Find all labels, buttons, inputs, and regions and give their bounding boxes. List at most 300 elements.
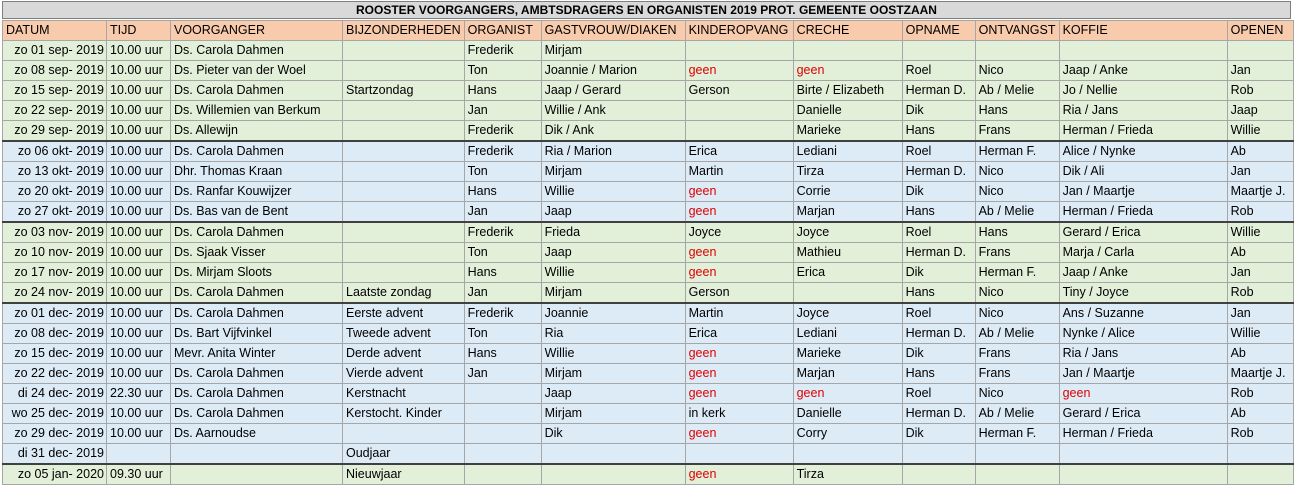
cell-tijd: 10.00 uur xyxy=(107,263,171,283)
cell-koffie: Alice / Nynke xyxy=(1059,141,1227,162)
cell-koffie: Gerard / Erica xyxy=(1059,404,1227,424)
header-gastvrouw-diaken: GASTVROUW/DIAKEN xyxy=(541,21,685,41)
cell-ontvangst: Nico xyxy=(975,384,1059,404)
cell-creche: Erica xyxy=(793,263,902,283)
cell-ontvangst: Ab / Melie xyxy=(975,202,1059,223)
cell-openen xyxy=(1227,444,1293,465)
roster-table xyxy=(2,20,1294,485)
cell-openen: Ab xyxy=(1227,344,1293,364)
cell-gastvrouw-diaken: Mirjam xyxy=(541,283,685,304)
cell-datum: zo 29 dec- 2019 xyxy=(3,424,107,444)
cell-openen: Maartje J. xyxy=(1227,364,1293,384)
cell-ontvangst: Ab / Melie xyxy=(975,81,1059,101)
cell-bijzonderheden: Startzondag xyxy=(343,81,465,101)
cell-bijzonderheden: Tweede advent xyxy=(343,324,465,344)
cell-openen: Rob xyxy=(1227,384,1293,404)
cell-opname: Dik xyxy=(902,263,975,283)
cell-koffie: Ria / Jans xyxy=(1059,344,1227,364)
cell-voorganger: Ds. Carola Dahmen xyxy=(171,404,343,424)
cell-koffie: Marja / Carla xyxy=(1059,243,1227,263)
cell-voorganger: Ds. Pieter van der Woel xyxy=(171,61,343,81)
cell-gastvrouw-diaken: Ria xyxy=(541,324,685,344)
cell-opname: Roel xyxy=(902,384,975,404)
cell-voorganger: Ds. Carola Dahmen xyxy=(171,222,343,243)
cell-koffie: Dik / Ali xyxy=(1059,162,1227,182)
cell-kinderopvang: geen xyxy=(685,344,793,364)
cell-gastvrouw-diaken: Dik / Ank xyxy=(541,121,685,142)
cell-datum: di 24 dec- 2019 xyxy=(3,384,107,404)
cell-creche xyxy=(793,41,902,61)
cell-kinderopvang: Gerson xyxy=(685,283,793,304)
cell-bijzonderheden xyxy=(343,101,465,121)
cell-koffie: Ans / Suzanne xyxy=(1059,303,1227,324)
cell-tijd: 10.00 uur xyxy=(107,324,171,344)
cell-organist: Jan xyxy=(464,101,541,121)
cell-tijd: 10.00 uur xyxy=(107,364,171,384)
header-bijzonderheden: BIJZONDERHEDEN xyxy=(343,21,465,41)
cell-organist: Hans xyxy=(464,81,541,101)
cell-voorganger: Ds. Bas van de Bent xyxy=(171,202,343,223)
cell-openen: Ab xyxy=(1227,404,1293,424)
sheet-title: ROOSTER VOORGANGERS, AMBTSDRAGERS EN ORGANISTEN 2019 PROT. GEMEENTE OOSTZAAN xyxy=(2,1,1291,19)
cell-creche xyxy=(793,444,902,465)
cell-creche: Corry xyxy=(793,424,902,444)
cell-koffie: geen xyxy=(1059,384,1227,404)
cell-creche: Marieke xyxy=(793,121,902,142)
cell-koffie: Herman / Frieda xyxy=(1059,121,1227,142)
cell-organist xyxy=(464,384,541,404)
cell-tijd: 10.00 uur xyxy=(107,41,171,61)
cell-gastvrouw-diaken: Mirjam xyxy=(541,364,685,384)
cell-voorganger xyxy=(171,444,343,465)
cell-gastvrouw-diaken: Willie xyxy=(541,344,685,364)
cell-opname: Roel xyxy=(902,141,975,162)
cell-opname: Hans xyxy=(902,121,975,142)
table-row xyxy=(3,202,1294,223)
cell-bijzonderheden xyxy=(343,162,465,182)
cell-organist: Ton xyxy=(464,324,541,344)
cell-koffie: Herman / Frieda xyxy=(1059,202,1227,223)
cell-openen: Jaap xyxy=(1227,101,1293,121)
cell-datum: zo 15 sep- 2019 xyxy=(3,81,107,101)
cell-voorganger: Ds. Sjaak Visser xyxy=(171,243,343,263)
cell-opname: Roel xyxy=(902,61,975,81)
cell-opname: Hans xyxy=(902,283,975,304)
cell-koffie: Herman / Frieda xyxy=(1059,424,1227,444)
cell-datum: zo 27 okt- 2019 xyxy=(3,202,107,223)
cell-organist: Frederik xyxy=(464,303,541,324)
cell-organist: Jan xyxy=(464,202,541,223)
cell-voorganger: Ds. Willemien van Berkum xyxy=(171,101,343,121)
cell-bijzonderheden: Eerste advent xyxy=(343,303,465,324)
cell-voorganger: Ds. Bart Vijfvinkel xyxy=(171,324,343,344)
cell-gastvrouw-diaken: Frieda xyxy=(541,222,685,243)
cell-ontvangst: Frans xyxy=(975,364,1059,384)
table-row xyxy=(3,404,1294,424)
cell-opname: Herman D. xyxy=(902,162,975,182)
cell-organist: Hans xyxy=(464,182,541,202)
cell-voorganger: Ds. Carola Dahmen xyxy=(171,384,343,404)
cell-datum: di 31 dec- 2019 xyxy=(3,444,107,465)
cell-voorganger: Ds. Aarnoudse xyxy=(171,424,343,444)
cell-datum: zo 08 sep- 2019 xyxy=(3,61,107,81)
cell-kinderopvang: Erica xyxy=(685,324,793,344)
cell-ontvangst xyxy=(975,464,1059,485)
cell-tijd: 10.00 uur xyxy=(107,303,171,324)
cell-openen: Willie xyxy=(1227,324,1293,344)
cell-datum: zo 05 jan- 2020 xyxy=(3,464,107,485)
cell-datum: zo 29 sep- 2019 xyxy=(3,121,107,142)
cell-datum: zo 10 nov- 2019 xyxy=(3,243,107,263)
cell-datum: zo 24 nov- 2019 xyxy=(3,283,107,304)
cell-ontvangst: Frans xyxy=(975,243,1059,263)
cell-openen: Rob xyxy=(1227,283,1293,304)
cell-tijd: 10.00 uur xyxy=(107,162,171,182)
cell-datum: zo 15 dec- 2019 xyxy=(3,344,107,364)
cell-gastvrouw-diaken: Joannie / Marion xyxy=(541,61,685,81)
cell-datum: zo 01 dec- 2019 xyxy=(3,303,107,324)
cell-gastvrouw-diaken: Jaap xyxy=(541,202,685,223)
cell-kinderopvang: in kerk xyxy=(685,404,793,424)
cell-bijzonderheden: Vierde advent xyxy=(343,364,465,384)
header-voorganger: VOORGANGER xyxy=(171,21,343,41)
cell-ontvangst: Frans xyxy=(975,344,1059,364)
cell-datum: zo 13 okt- 2019 xyxy=(3,162,107,182)
cell-bijzonderheden xyxy=(343,202,465,223)
cell-creche: geen xyxy=(793,61,902,81)
cell-bijzonderheden: Derde advent xyxy=(343,344,465,364)
cell-bijzonderheden xyxy=(343,243,465,263)
cell-organist: Ton xyxy=(464,162,541,182)
cell-gastvrouw-diaken: Dik xyxy=(541,424,685,444)
cell-opname: Dik xyxy=(902,344,975,364)
cell-opname: Herman D. xyxy=(902,243,975,263)
cell-kinderopvang: geen xyxy=(685,243,793,263)
table-row xyxy=(3,81,1294,101)
cell-kinderopvang xyxy=(685,121,793,142)
cell-creche: Joyce xyxy=(793,303,902,324)
cell-creche: Lediani xyxy=(793,324,902,344)
cell-kinderopvang xyxy=(685,444,793,465)
table-row xyxy=(3,121,1294,142)
cell-creche: Joyce xyxy=(793,222,902,243)
table-row xyxy=(3,364,1294,384)
cell-voorganger: Ds. Mirjam Sloots xyxy=(171,263,343,283)
cell-ontvangst: Hans xyxy=(975,101,1059,121)
cell-organist xyxy=(464,464,541,485)
table-row xyxy=(3,101,1294,121)
cell-opname: Herman D. xyxy=(902,81,975,101)
table-row xyxy=(3,263,1294,283)
cell-gastvrouw-diaken: Ria / Marion xyxy=(541,141,685,162)
cell-gastvrouw-diaken: Willie xyxy=(541,182,685,202)
cell-kinderopvang: geen xyxy=(685,61,793,81)
cell-openen: Rob xyxy=(1227,424,1293,444)
cell-voorganger: Ds. Carola Dahmen xyxy=(171,364,343,384)
cell-koffie xyxy=(1059,464,1227,485)
cell-koffie: Gerard / Erica xyxy=(1059,222,1227,243)
cell-opname: Herman D. xyxy=(902,324,975,344)
cell-kinderopvang: geen xyxy=(685,182,793,202)
cell-opname: Roel xyxy=(902,303,975,324)
cell-tijd: 10.00 uur xyxy=(107,404,171,424)
cell-kinderopvang: geen xyxy=(685,364,793,384)
cell-openen: Rob xyxy=(1227,202,1293,223)
cell-ontvangst: Nico xyxy=(975,61,1059,81)
cell-datum: zo 03 nov- 2019 xyxy=(3,222,107,243)
cell-gastvrouw-diaken: Mirjam xyxy=(541,404,685,424)
cell-organist: Frederik xyxy=(464,141,541,162)
cell-openen: Jan xyxy=(1227,61,1293,81)
cell-tijd: 10.00 uur xyxy=(107,101,171,121)
header-organist: ORGANIST xyxy=(464,21,541,41)
cell-creche: Corrie xyxy=(793,182,902,202)
cell-bijzonderheden xyxy=(343,182,465,202)
cell-opname: Hans xyxy=(902,202,975,223)
cell-voorganger: Ds. Carola Dahmen xyxy=(171,141,343,162)
table-row xyxy=(3,182,1294,202)
cell-opname: Hans xyxy=(902,364,975,384)
cell-tijd: 10.00 uur xyxy=(107,243,171,263)
cell-opname xyxy=(902,464,975,485)
cell-datum: zo 01 sep- 2019 xyxy=(3,41,107,61)
cell-organist: Hans xyxy=(464,344,541,364)
cell-kinderopvang: geen xyxy=(685,202,793,223)
cell-ontvangst: Nico xyxy=(975,283,1059,304)
cell-bijzonderheden xyxy=(343,263,465,283)
cell-datum: zo 06 okt- 2019 xyxy=(3,141,107,162)
cell-openen: Jan xyxy=(1227,263,1293,283)
cell-voorganger: Ds. Carola Dahmen xyxy=(171,41,343,61)
cell-kinderopvang: geen xyxy=(685,384,793,404)
cell-organist: Hans xyxy=(464,263,541,283)
cell-ontvangst: Herman F. xyxy=(975,141,1059,162)
cell-kinderopvang: Martin xyxy=(685,303,793,324)
cell-gastvrouw-diaken xyxy=(541,464,685,485)
table-row xyxy=(3,243,1294,263)
cell-opname: Roel xyxy=(902,222,975,243)
table-row xyxy=(3,464,1294,485)
cell-datum: zo 20 okt- 2019 xyxy=(3,182,107,202)
cell-kinderopvang: Gerson xyxy=(685,81,793,101)
header-openen: OPENEN xyxy=(1227,21,1293,41)
cell-ontvangst: Herman F. xyxy=(975,263,1059,283)
cell-datum: wo 25 dec- 2019 xyxy=(3,404,107,424)
cell-creche: Danielle xyxy=(793,404,902,424)
cell-creche: Marieke xyxy=(793,344,902,364)
cell-bijzonderheden xyxy=(343,141,465,162)
cell-gastvrouw-diaken: Willie / Ank xyxy=(541,101,685,121)
cell-organist: Frederik xyxy=(464,121,541,142)
cell-bijzonderheden xyxy=(343,424,465,444)
cell-koffie: Jaap / Anke xyxy=(1059,263,1227,283)
cell-bijzonderheden: Oudjaar xyxy=(343,444,465,465)
cell-opname xyxy=(902,444,975,465)
cell-tijd: 10.00 uur xyxy=(107,141,171,162)
cell-bijzonderheden xyxy=(343,41,465,61)
cell-voorganger: Mevr. Anita Winter xyxy=(171,344,343,364)
cell-ontvangst: Herman F. xyxy=(975,424,1059,444)
cell-tijd: 10.00 uur xyxy=(107,283,171,304)
cell-bijzonderheden: Nieuwjaar xyxy=(343,464,465,485)
cell-bijzonderheden: Kerstnacht xyxy=(343,384,465,404)
header-opname: OPNAME xyxy=(902,21,975,41)
cell-organist: Frederik xyxy=(464,222,541,243)
table-row xyxy=(3,444,1294,465)
table-row xyxy=(3,384,1294,404)
cell-voorganger: Ds. Allewijn xyxy=(171,121,343,142)
cell-gastvrouw-diaken: Mirjam xyxy=(541,162,685,182)
cell-datum: zo 08 dec- 2019 xyxy=(3,324,107,344)
cell-datum: zo 17 nov- 2019 xyxy=(3,263,107,283)
cell-creche: Marjan xyxy=(793,364,902,384)
cell-gastvrouw-diaken: Willie xyxy=(541,263,685,283)
cell-organist xyxy=(464,444,541,465)
cell-organist: Jan xyxy=(464,283,541,304)
cell-ontvangst xyxy=(975,41,1059,61)
table-row xyxy=(3,283,1294,304)
cell-ontvangst: Ab / Melie xyxy=(975,404,1059,424)
table-row xyxy=(3,324,1294,344)
cell-tijd: 10.00 uur xyxy=(107,121,171,142)
cell-openen: Ab xyxy=(1227,243,1293,263)
cell-openen: Jan xyxy=(1227,162,1293,182)
cell-koffie: Jan / Maartje xyxy=(1059,182,1227,202)
cell-koffie: Ria / Jans xyxy=(1059,101,1227,121)
cell-creche: Lediani xyxy=(793,141,902,162)
cell-organist: Ton xyxy=(464,61,541,81)
cell-koffie: Tiny / Joyce xyxy=(1059,283,1227,304)
cell-ontvangst: Nico xyxy=(975,303,1059,324)
cell-gastvrouw-diaken: Mirjam xyxy=(541,41,685,61)
cell-creche: Birte / Elizabeth xyxy=(793,81,902,101)
cell-ontvangst: Nico xyxy=(975,182,1059,202)
cell-kinderopvang: Joyce xyxy=(685,222,793,243)
cell-tijd: 10.00 uur xyxy=(107,81,171,101)
cell-voorganger: Ds. Ranfar Kouwijzer xyxy=(171,182,343,202)
cell-voorganger: Ds. Carola Dahmen xyxy=(171,81,343,101)
cell-organist xyxy=(464,424,541,444)
table-row xyxy=(3,303,1294,324)
cell-tijd: 10.00 uur xyxy=(107,424,171,444)
header-tijd: TIJD xyxy=(107,21,171,41)
cell-datum: zo 22 sep- 2019 xyxy=(3,101,107,121)
cell-creche: Danielle xyxy=(793,101,902,121)
cell-ontvangst: Ab / Melie xyxy=(975,324,1059,344)
cell-creche: Mathieu xyxy=(793,243,902,263)
cell-openen xyxy=(1227,464,1293,485)
cell-bijzonderheden xyxy=(343,121,465,142)
cell-bijzonderheden xyxy=(343,222,465,243)
cell-koffie xyxy=(1059,444,1227,465)
cell-kinderopvang xyxy=(685,41,793,61)
cell-openen xyxy=(1227,41,1293,61)
cell-opname: Herman D. xyxy=(902,404,975,424)
cell-opname: Dik xyxy=(902,424,975,444)
table-row xyxy=(3,61,1294,81)
cell-kinderopvang: geen xyxy=(685,464,793,485)
cell-ontvangst: Hans xyxy=(975,222,1059,243)
cell-tijd: 10.00 uur xyxy=(107,61,171,81)
cell-creche: Tirza xyxy=(793,162,902,182)
cell-openen: Willie xyxy=(1227,222,1293,243)
cell-koffie: Jan / Maartje xyxy=(1059,364,1227,384)
cell-openen: Willie xyxy=(1227,121,1293,142)
cell-opname: Dik xyxy=(902,182,975,202)
header-datum: DATUM xyxy=(3,21,107,41)
cell-openen: Rob xyxy=(1227,81,1293,101)
cell-organist xyxy=(464,404,541,424)
cell-creche: geen xyxy=(793,384,902,404)
cell-tijd xyxy=(107,444,171,465)
cell-kinderopvang: Martin xyxy=(685,162,793,182)
table-row xyxy=(3,41,1294,61)
cell-koffie: Jo / Nellie xyxy=(1059,81,1227,101)
cell-tijd: 22.30 uur xyxy=(107,384,171,404)
table-row xyxy=(3,162,1294,182)
table-row xyxy=(3,424,1294,444)
cell-tijd: 10.00 uur xyxy=(107,202,171,223)
cell-tijd: 10.00 uur xyxy=(107,344,171,364)
cell-gastvrouw-diaken: Jaap xyxy=(541,243,685,263)
cell-koffie: Jaap / Anke xyxy=(1059,61,1227,81)
cell-bijzonderheden: Laatste zondag xyxy=(343,283,465,304)
cell-bijzonderheden: Kerstocht. Kinder xyxy=(343,404,465,424)
cell-creche xyxy=(793,283,902,304)
cell-voorganger xyxy=(171,464,343,485)
header-creche: CRECHE xyxy=(793,21,902,41)
cell-openen: Jan xyxy=(1227,303,1293,324)
header-row xyxy=(3,21,1294,41)
cell-kinderopvang: Erica xyxy=(685,141,793,162)
header-kinderopvang: KINDEROPVANG xyxy=(685,21,793,41)
cell-creche: Marjan xyxy=(793,202,902,223)
header-koffie: KOFFIE xyxy=(1059,21,1227,41)
cell-kinderopvang: geen xyxy=(685,263,793,283)
cell-koffie: Nynke / Alice xyxy=(1059,324,1227,344)
cell-opname: Dik xyxy=(902,101,975,121)
cell-opname xyxy=(902,41,975,61)
cell-creche: Tirza xyxy=(793,464,902,485)
cell-gastvrouw-diaken: Joannie xyxy=(541,303,685,324)
cell-organist: Jan xyxy=(464,364,541,384)
cell-voorganger: Ds. Carola Dahmen xyxy=(171,303,343,324)
cell-ontvangst: Nico xyxy=(975,162,1059,182)
table-row xyxy=(3,141,1294,162)
cell-voorganger: Dhr. Thomas Kraan xyxy=(171,162,343,182)
cell-gastvrouw-diaken: Jaap / Gerard xyxy=(541,81,685,101)
header-ontvangst: ONTVANGST xyxy=(975,21,1059,41)
cell-datum: zo 22 dec- 2019 xyxy=(3,364,107,384)
cell-ontvangst xyxy=(975,444,1059,465)
cell-organist: Ton xyxy=(464,243,541,263)
cell-tijd: 09.30 uur xyxy=(107,464,171,485)
cell-gastvrouw-diaken: Jaap xyxy=(541,384,685,404)
cell-voorganger: Ds. Carola Dahmen xyxy=(171,283,343,304)
cell-tijd: 10.00 uur xyxy=(107,182,171,202)
cell-kinderopvang: geen xyxy=(685,424,793,444)
cell-koffie xyxy=(1059,41,1227,61)
cell-ontvangst: Frans xyxy=(975,121,1059,142)
cell-openen: Maartje J. xyxy=(1227,182,1293,202)
cell-kinderopvang xyxy=(685,101,793,121)
cell-openen: Ab xyxy=(1227,141,1293,162)
table-row xyxy=(3,344,1294,364)
cell-organist: Frederik xyxy=(464,41,541,61)
cell-bijzonderheden xyxy=(343,61,465,81)
table-row xyxy=(3,222,1294,243)
cell-tijd: 10.00 uur xyxy=(107,222,171,243)
